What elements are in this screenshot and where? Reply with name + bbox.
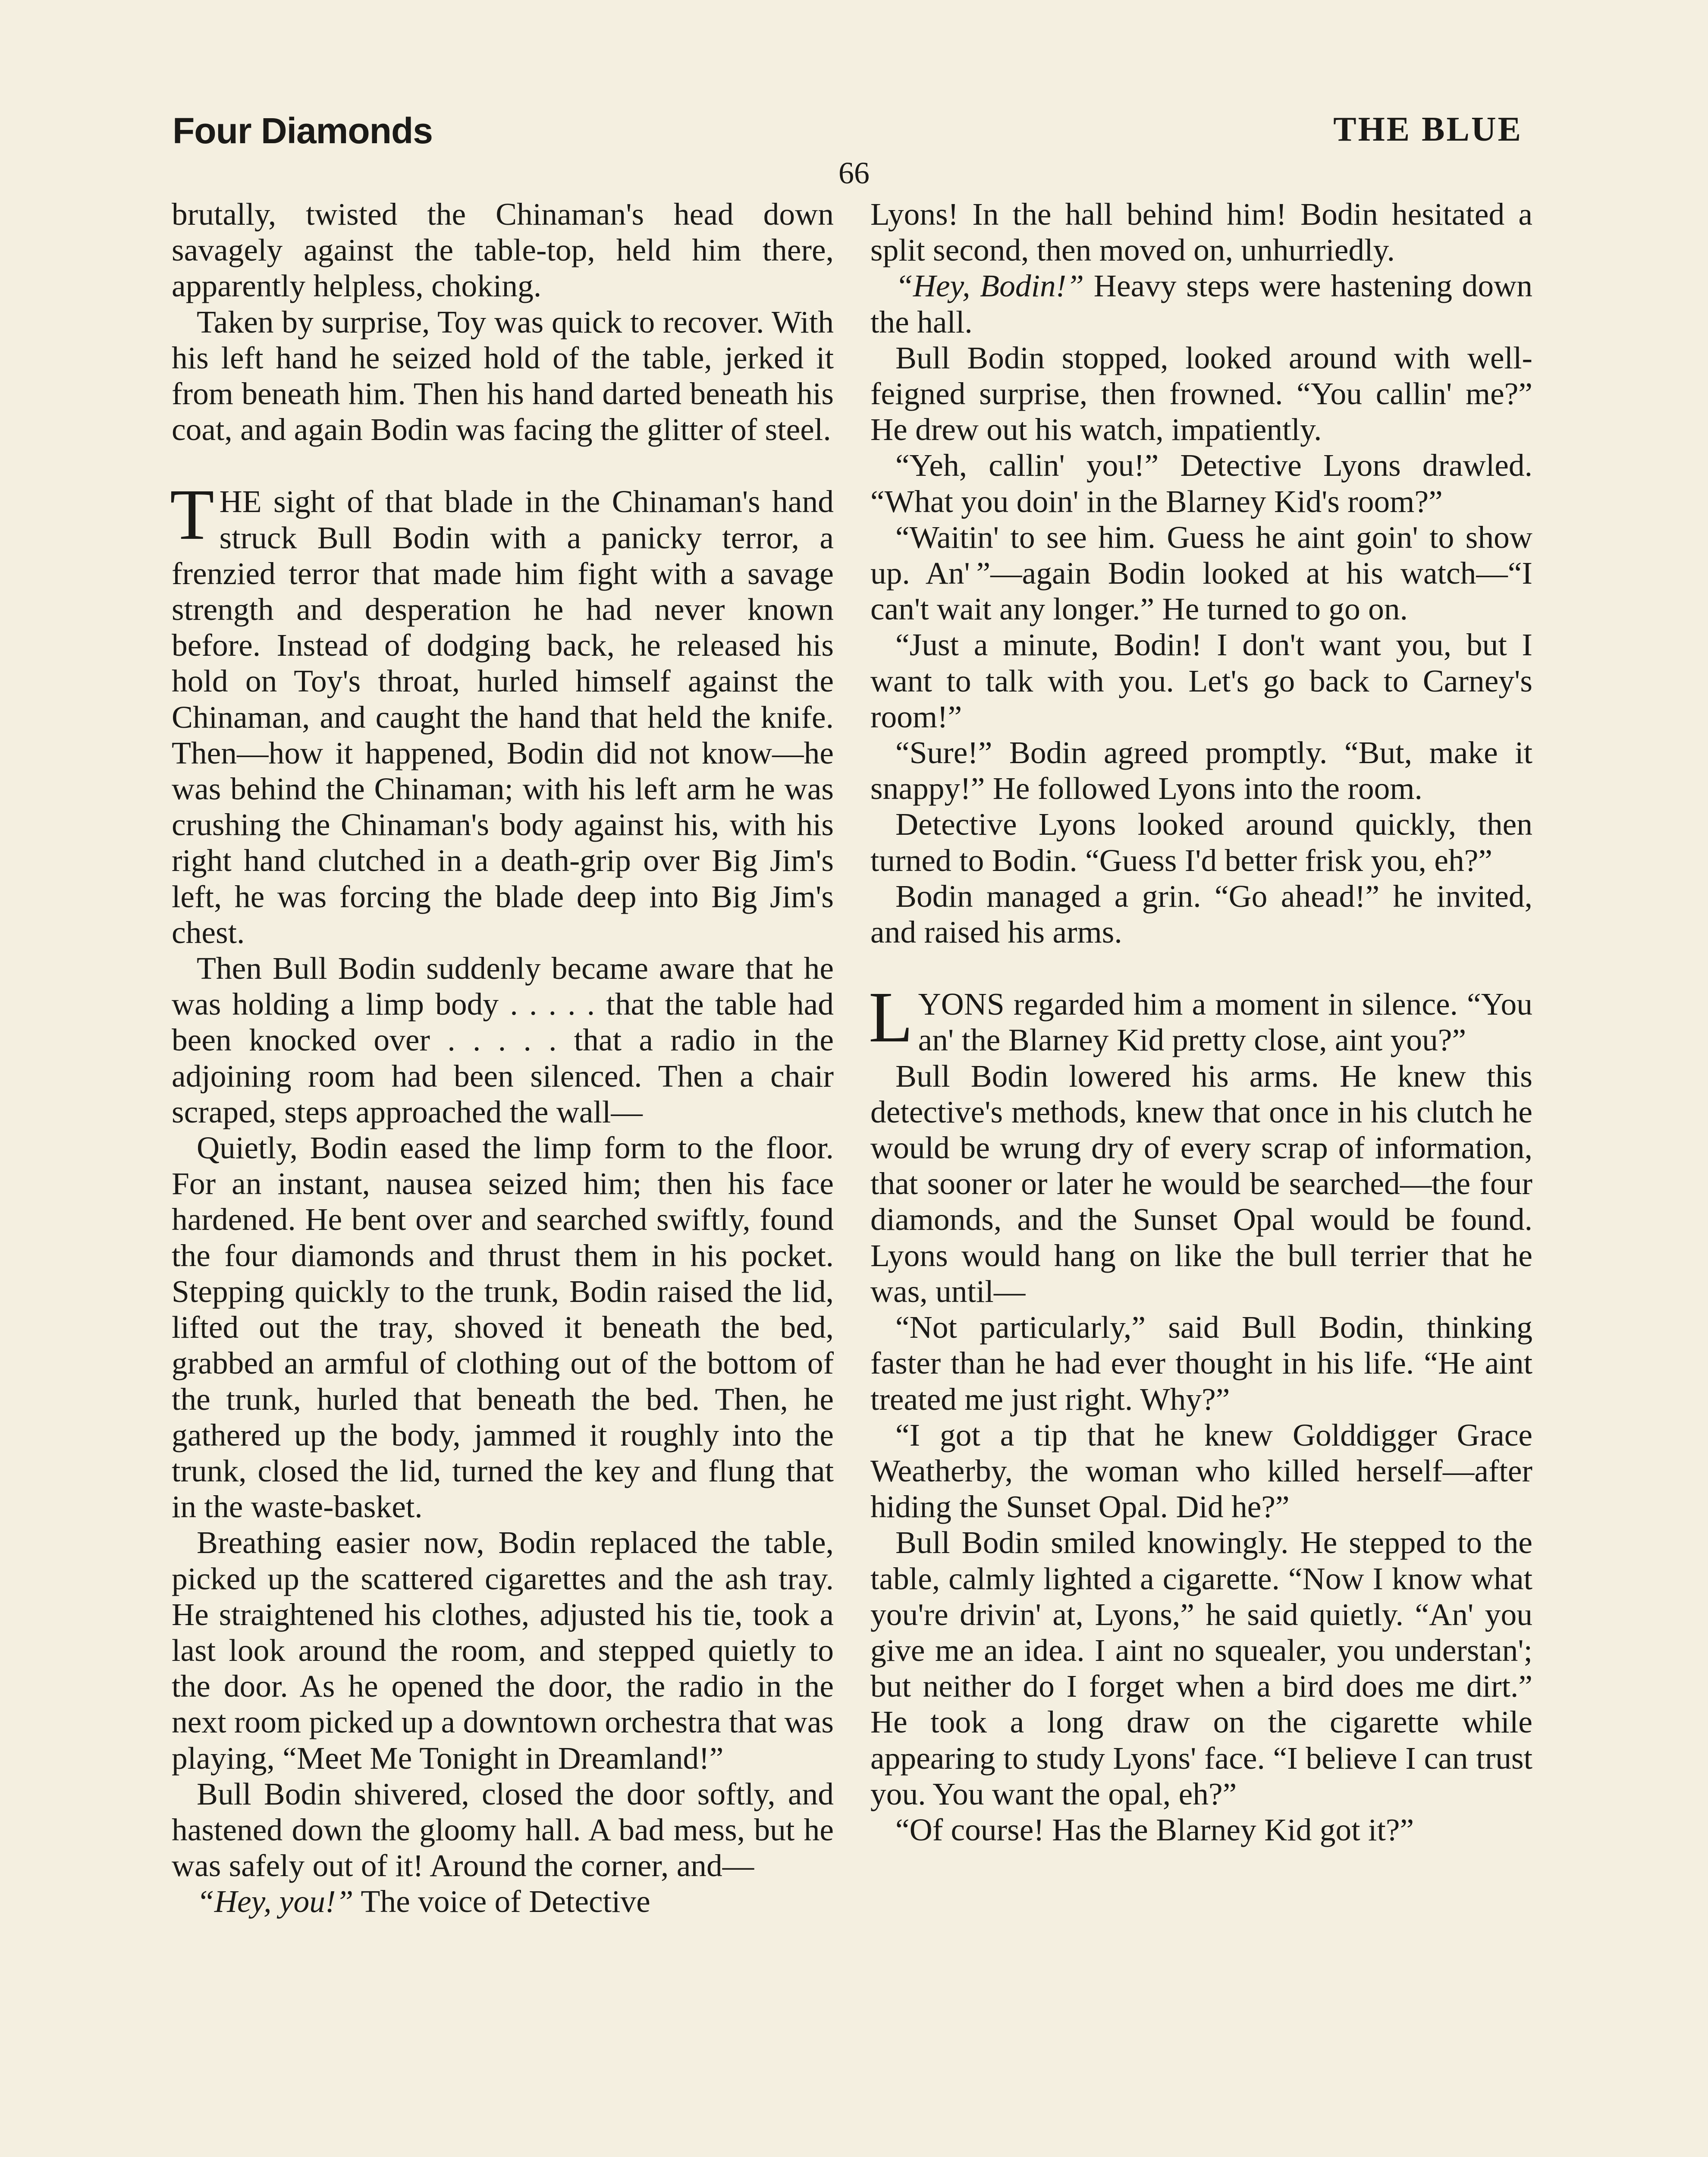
paragraph: Lyons! In the hall behind him! Bodin hesitated a split second, then moved on, unhurriedly. — [870, 197, 1532, 268]
drop-cap: T — [170, 475, 214, 555]
right-column — [870, 196, 1532, 1848]
section-paragraph — [170, 475, 834, 950]
paragraph: Bodin managed a grin. “Go ahead!” he invited, and raised his arms. — [870, 878, 1532, 950]
paragraph: Then Bull Bodin suddenly became aware that he was holding a limp body . . . . . that the table had been knocked over . . . . . that a radio in the adjoining room had been silenced. Then a chair scraped, steps approached the wall— — [172, 951, 834, 1129]
paragraph — [172, 1883, 834, 1919]
paragraph: Quietly, Bodin eased the limp form to the floor. For an instant, nausea seized him; then his face hardened. He bent over and searched swiftly, found the four diamonds and thrust them in his pocket. Stepping quickly to the trunk, Bodin raised the lid, lifted out the tray, shoved it beneath the bed, grabbed an armful of clothing out of the bottom of the trunk, hurled that beneath the bed. Then, he gathered up the body, jammed it roughly into the trunk, closed the lid, turned the key and flung that in the waste-basket. — [172, 1130, 834, 1525]
paragraph-text: Heavy steps were hastening down the hall. — [870, 268, 1532, 340]
paragraph: Taken by surprise, Toy was quick to recover. With his left hand he seized hold of the table, jerked it from beneath him. Then his hand darted beneath his coat, and again Bodin was facing the glitter of steel. — [172, 304, 834, 447]
paragraph: “Yeh, callin' you!” Detective Lyons drawled. “What you doin' in the Blarney Kid's room?” — [870, 448, 1532, 519]
paragraph: “Sure!” Bodin agreed promptly. “But, make it snappy!” He followed Lyons into the room. — [870, 735, 1532, 806]
paragraph: “Of course! Has the Blarney Kid got it?” — [895, 1812, 1414, 1847]
paragraph: “Not particularly,” said Bull Bodin, thinking faster than he had ever thought in his life. “He aint treated me just right. Why?” — [870, 1310, 1532, 1417]
paragraph — [870, 268, 1532, 340]
paragraph: Breathing easier now, Bodin replaced the table, picked up the scattered cigarettes and the ash tray. He straightened his clothes, adjusted his tie, took a last look around the room, and stepped quietly to the door. As he opened the door, the radio in the next room picked up a downtown orchestra that was playing, “Meet Me Tonight in Dreamland!” — [172, 1525, 834, 1776]
running-head — [173, 110, 1523, 157]
story-title: Four Diamonds — [173, 110, 433, 151]
paragraph: brutally, twisted the Chinaman's head down savagely against the table-top, held him there, apparently helpless, choking. — [172, 197, 834, 304]
left-column — [172, 196, 834, 1920]
dialogue-italic: “Hey, Bodin!” — [895, 268, 1084, 304]
magazine-title: THE BLUE — [1333, 110, 1523, 148]
paragraph-text: YONS regarded him a moment in silence. “You an' the Blarney Kid pretty close, aint you?” — [918, 987, 1532, 1058]
paragraph: Bull Bodin smiled knowingly. He stepped to the table, calmly lighted a cigarette. “Now I know what you're drivin' at, Lyons,” he said quietly. “An' you give me an idea. I aint no squealer, you understan'; but neither do I forget when a bird does me dirt.” He took a long draw on the cigarette while appearing to study Lyons' face. “I believe I can trust you. You want the opal, eh?” — [870, 1525, 1532, 1811]
dialogue-italic: “Hey, you!” — [197, 1884, 354, 1919]
section-paragraph — [869, 977, 1532, 1058]
drop-cap: L — [869, 977, 913, 1058]
paragraph-text: The voice of Detective — [361, 1884, 650, 1919]
page-number: 66 — [838, 156, 870, 190]
paragraph: “I got a tip that he knew Golddigger Grace Weatherby, the woman who killed herself—after hiding the Sunset Opal. Did he?” — [870, 1417, 1532, 1525]
paragraph-text: HE sight of that blade in the Chinaman's hand struck Bull Bodin with a panicky terror, a frenzied terror that made him fight with a savage strength and desperation he had never known before. Instead of dodging back, he released his hold on Toy's throat, hurled himself against the Chinaman, and caught the hand that held the knife. Then—how it happened, Bodin did not know—he was behind the Chinaman; with his left arm he was crushing the Chinaman's body against his, with his right hand clutched in a death-grip over Big Jim's left, he was forcing the blade deep into Big Jim's chest. — [172, 484, 834, 950]
paragraph: Bull Bodin shivered, closed the door softly, and hastened down the gloomy hall. A bad mess, but he was safely out of it! Around the corner, and— — [172, 1776, 834, 1883]
paragraph: “Just a minute, Bodin! I don't want you, but I want to talk with you. Let's go back to Carney's room!” — [870, 627, 1532, 734]
paragraph: “Waitin' to see him. Guess he aint goin' to show up. An' ”—again Bodin looked at his watch—“I can't wait any longer.” He turned to go on. — [870, 519, 1532, 627]
paragraph: Bull Bodin lowered his arms. He knew this detective's methods, knew that once in his clutch he would be wrung dry of every scrap of information, that sooner or later he would be searched—the four diamonds, and the Sunset Opal would be found. Lyons would hang on like the bull terrier that he was, until— — [870, 1058, 1532, 1309]
paragraph: Detective Lyons looked around quickly, then turned to Bodin. “Guess I'd better frisk you, eh?” — [870, 807, 1532, 878]
paragraph: Bull Bodin stopped, looked around with well-feigned surprise, then frowned. “You callin' me?” He drew out his watch, impatiently. — [870, 340, 1532, 447]
